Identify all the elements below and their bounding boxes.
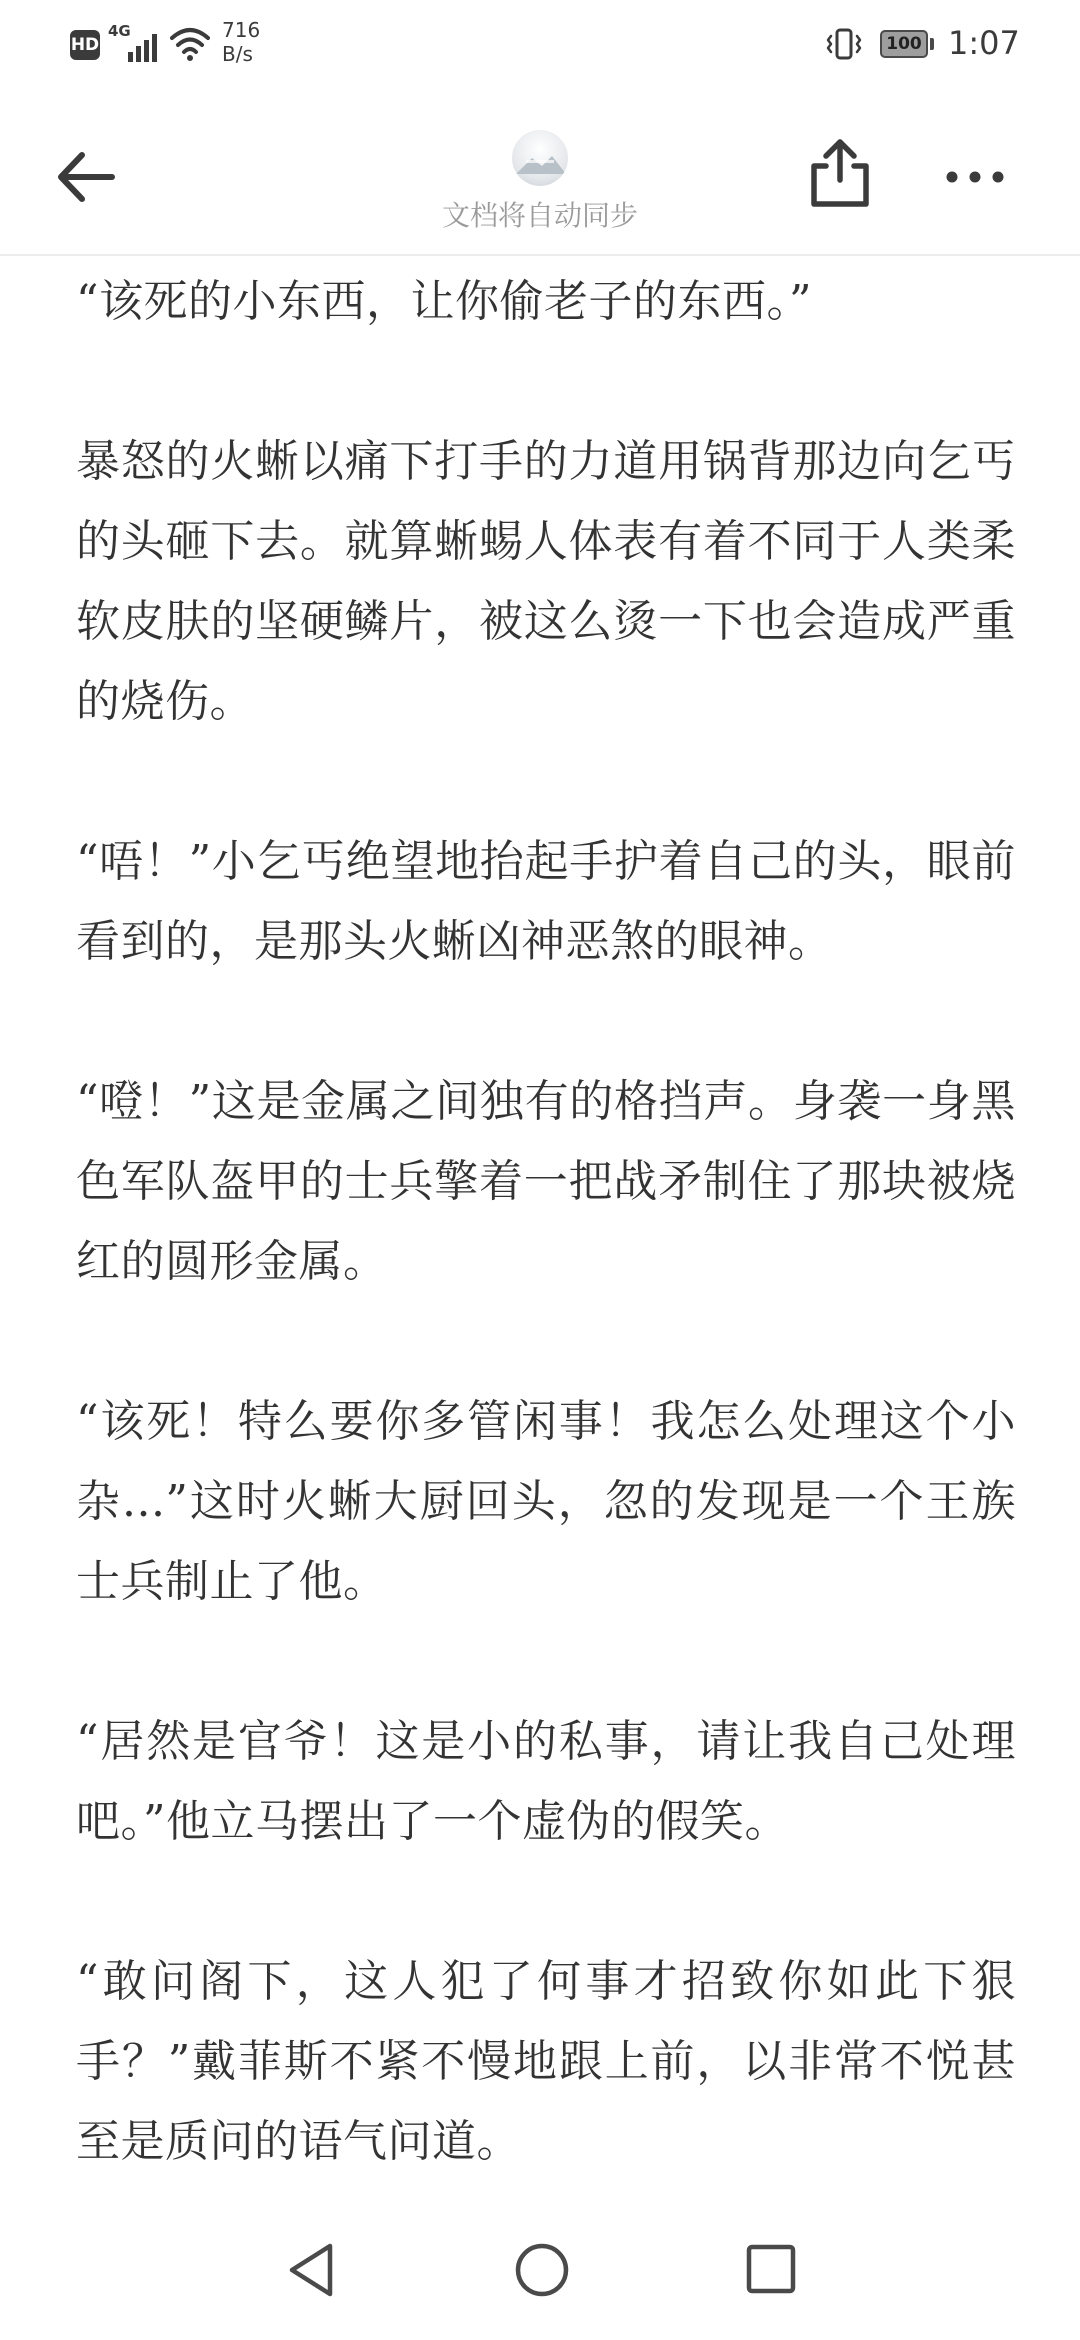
- signal-bars-icon: [128, 30, 164, 62]
- status-time: 1:07: [948, 24, 1020, 62]
- battery-level: 100: [886, 34, 922, 54]
- net-speed-value: 716: [222, 18, 261, 42]
- more-icon[interactable]: [940, 142, 1010, 212]
- status-bar: [0, 0, 1080, 90]
- paragraph: 暴怒的火蜥以痛下打手的力道用锅背那边向乞丐的头砸下去。就算蜥蜴人体表有着不同于人类柔软皮肤的坚硬鳞片，被这么烫一下也会造成严重的烧伤。: [76, 436, 1016, 727]
- hd-badge: HD: [70, 30, 100, 60]
- paragraph: “噔！”这是金属之间独有的格挡声。身袭一身黑色军队盔甲的士兵擎着一把战矛制住了那块被烧红的圆形金属。: [76, 1076, 1016, 1287]
- vibrate-icon: [824, 26, 864, 62]
- document-content[interactable]: [76, 256, 1016, 2206]
- system-nav-bar: [0, 2220, 1080, 2340]
- signal-icon: [108, 22, 166, 66]
- paragraph: “该死的小东西，让你偷老子的东西。”: [76, 276, 812, 327]
- paragraph: “敢问阁下，这人犯了何事才招致你如此下狠手？”戴菲斯不紧不慢地跟上前，以非常不悦甚至是质问的语气问道。: [76, 1956, 1016, 2167]
- document-header: [0, 90, 1080, 256]
- share-icon[interactable]: [802, 134, 878, 210]
- battery-icon: [880, 30, 934, 58]
- paragraph: “该死！特么要你多管闲事！我怎么处理这个小杂...”这时火蜥大厨回头，忽的发现是一个王族士兵制止了他。: [76, 1396, 1016, 1607]
- network-type-label: 4G: [108, 22, 131, 40]
- wifi-icon: [170, 26, 210, 62]
- nav-back-icon[interactable]: [284, 2240, 338, 2300]
- nav-home-icon[interactable]: [512, 2240, 572, 2300]
- paragraph: “唔！”小乞丐绝望地抬起手护着自己的头，眼前看到的，是那头火蜥凶神恶煞的眼神。: [76, 836, 1016, 967]
- nav-recent-icon[interactable]: [744, 2242, 798, 2296]
- mountain-icon: [512, 130, 568, 186]
- document-avatar: [512, 130, 568, 186]
- paragraph: “居然是官爷！这是小的私事，请让我自己处理吧。”他立马摆出了一个虚伪的假笑。: [76, 1716, 1016, 1847]
- net-speed-indicator: [222, 18, 260, 66]
- net-speed-unit: B/s: [222, 42, 253, 66]
- sync-status-text: 文档将自动同步: [441, 199, 638, 232]
